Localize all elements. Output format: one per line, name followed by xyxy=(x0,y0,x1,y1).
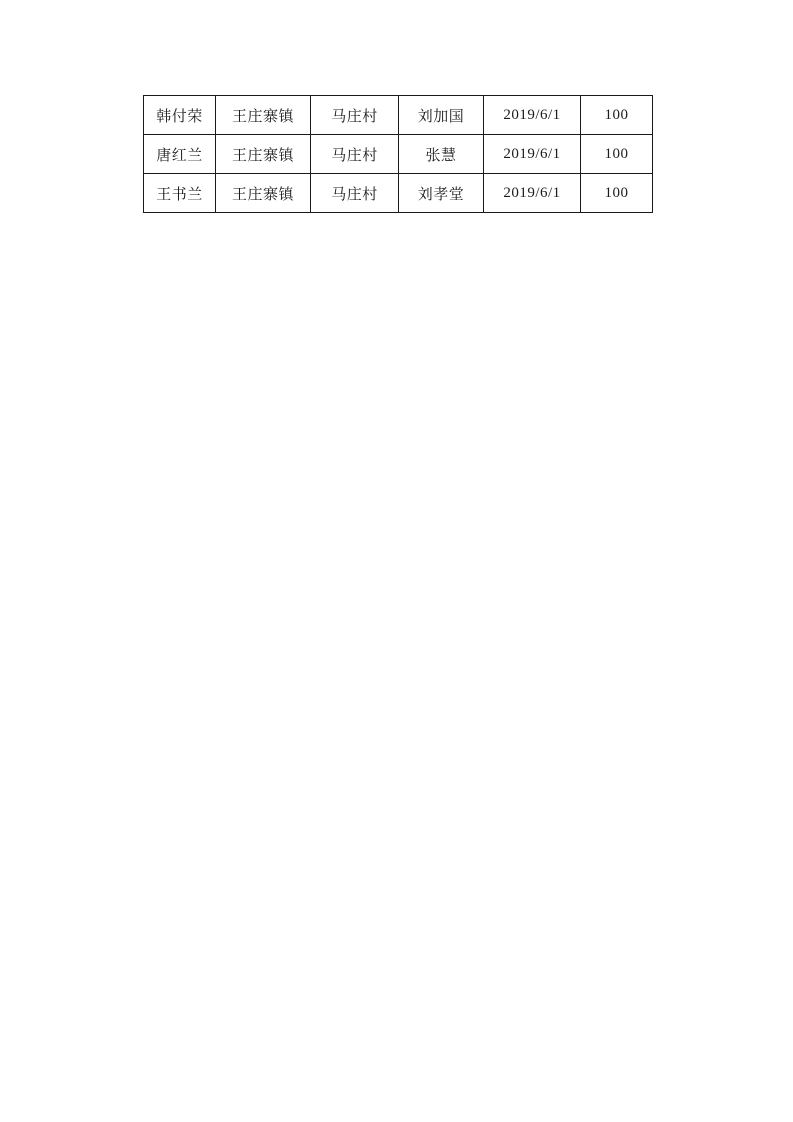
table-cell-amount: 100 xyxy=(581,96,653,135)
table-cell-name: 王书兰 xyxy=(144,174,216,213)
table-cell-amount: 100 xyxy=(581,135,653,174)
data-table xyxy=(143,95,653,213)
table-cell-town: 王庄寨镇 xyxy=(216,96,311,135)
table-row xyxy=(144,96,653,135)
table-cell-name: 唐红兰 xyxy=(144,135,216,174)
table-cell-village: 马庄村 xyxy=(311,174,399,213)
table-cell-date: 2019/6/1 xyxy=(484,174,581,213)
table-row xyxy=(144,174,653,213)
table-cell-village: 马庄村 xyxy=(311,135,399,174)
table-cell-amount: 100 xyxy=(581,174,653,213)
table-cell-village: 马庄村 xyxy=(311,96,399,135)
table-cell-person: 刘加国 xyxy=(399,96,484,135)
table-cell-town: 王庄寨镇 xyxy=(216,174,311,213)
table-cell-town: 王庄寨镇 xyxy=(216,135,311,174)
table-cell-date: 2019/6/1 xyxy=(484,96,581,135)
table-cell-date: 2019/6/1 xyxy=(484,135,581,174)
table-cell-name: 韩付荣 xyxy=(144,96,216,135)
table-cell-person: 张慧 xyxy=(399,135,484,174)
table-cell-person: 刘孝堂 xyxy=(399,174,484,213)
table-row xyxy=(144,135,653,174)
